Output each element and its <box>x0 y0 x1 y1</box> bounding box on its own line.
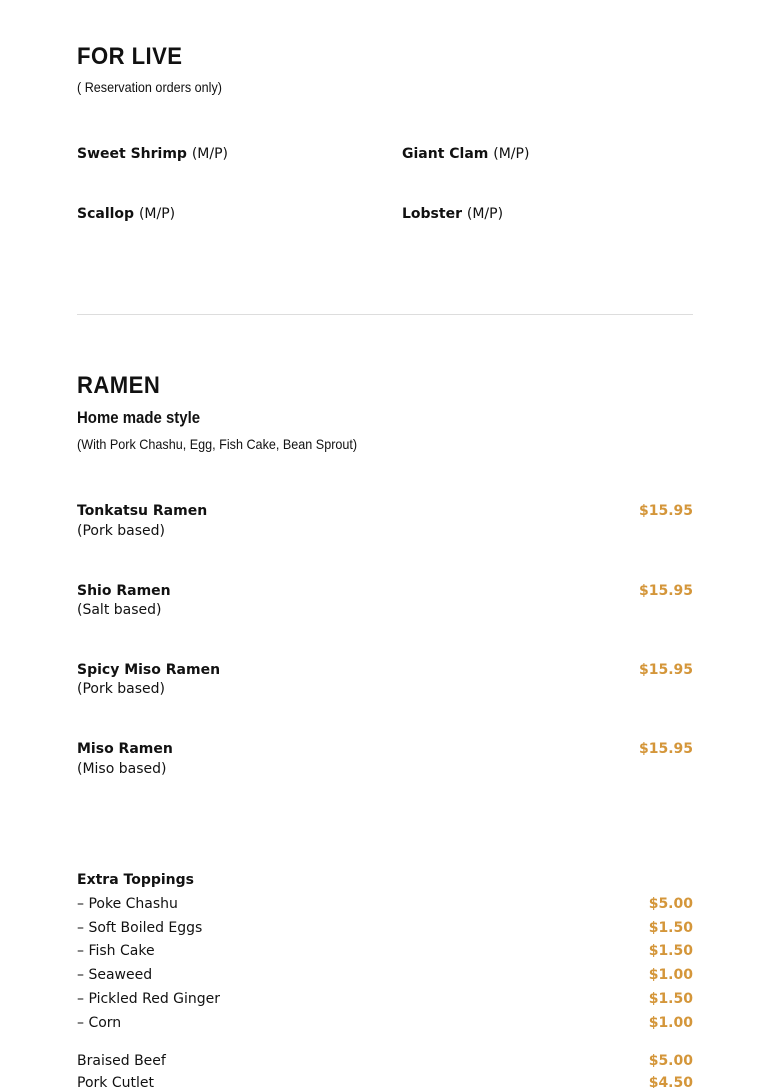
live-item-name: Lobster <box>402 206 462 222</box>
ramen-item-name: Tonkatsu Ramen <box>77 503 208 519</box>
live-item-name: Sweet Shrimp <box>77 146 187 162</box>
live-section-note: ( Reservation orders only) <box>77 79 222 95</box>
live-item-name: Giant Clam <box>402 146 489 162</box>
topping-item-name: – Corn <box>77 1015 122 1031</box>
live-item-giant-clam <box>402 145 529 163</box>
live-item-sweet-shrimp <box>77 145 228 163</box>
topping-item-name: – Pickled Red Ginger <box>77 991 221 1007</box>
live-item-price: (M/P) <box>466 206 504 222</box>
topping-item-name: – Soft Boiled Eggs <box>77 920 203 936</box>
ramen-item-desc: (Pork based) <box>77 523 166 539</box>
ramen-item-name: Spicy Miso Ramen <box>77 662 221 678</box>
toppings-title: Extra Toppings <box>77 872 194 888</box>
topping-item-price: $1.50 <box>648 991 693 1007</box>
ramen-item-price: $15.95 <box>638 503 693 519</box>
ramen-item-price: $15.95 <box>638 583 693 599</box>
live-item-scallop <box>77 205 175 223</box>
topping-item-price: $1.50 <box>648 943 693 959</box>
ramen-item-desc: (Salt based) <box>77 602 162 618</box>
ramen-item-desc: (Miso based) <box>77 761 167 777</box>
live-item-lobster <box>402 205 503 223</box>
live-item-price: (M/P) <box>493 146 530 162</box>
ramen-item-name: Miso Ramen <box>77 741 173 757</box>
ramen-section-note: (With Pork Chashu, Egg, Fish Cake, Bean Sprout) <box>77 436 358 452</box>
ramen-item-desc: (Pork based) <box>77 681 166 697</box>
side-item-price: $4.50 <box>648 1075 693 1088</box>
ramen-item-name: Shio Ramen <box>77 583 171 599</box>
topping-item-name: – Fish Cake <box>77 943 155 959</box>
ramen-section-title: RAMEN <box>77 372 161 399</box>
side-item-name: Braised Beef <box>77 1053 166 1069</box>
ramen-item-price: $15.95 <box>638 741 693 757</box>
topping-item-price: $5.00 <box>648 896 693 912</box>
section-divider <box>77 314 693 315</box>
topping-item-name: – Poke Chashu <box>77 896 178 912</box>
topping-item-price: $1.50 <box>648 920 693 936</box>
live-item-price: (M/P) <box>191 146 228 162</box>
topping-item-name: – Seaweed <box>77 967 153 983</box>
ramen-item-price: $15.95 <box>638 662 693 678</box>
ramen-section-subtitle: Home made style <box>77 408 201 427</box>
live-item-price: (M/P) <box>138 206 176 222</box>
live-item-name: Scallop <box>77 206 135 222</box>
side-item-price: $5.00 <box>648 1053 693 1069</box>
topping-item-price: $1.00 <box>648 1015 693 1031</box>
topping-item-price: $1.00 <box>648 967 693 983</box>
live-section-title: FOR LIVE <box>77 43 183 70</box>
side-item-name: Pork Cutlet <box>77 1075 154 1088</box>
